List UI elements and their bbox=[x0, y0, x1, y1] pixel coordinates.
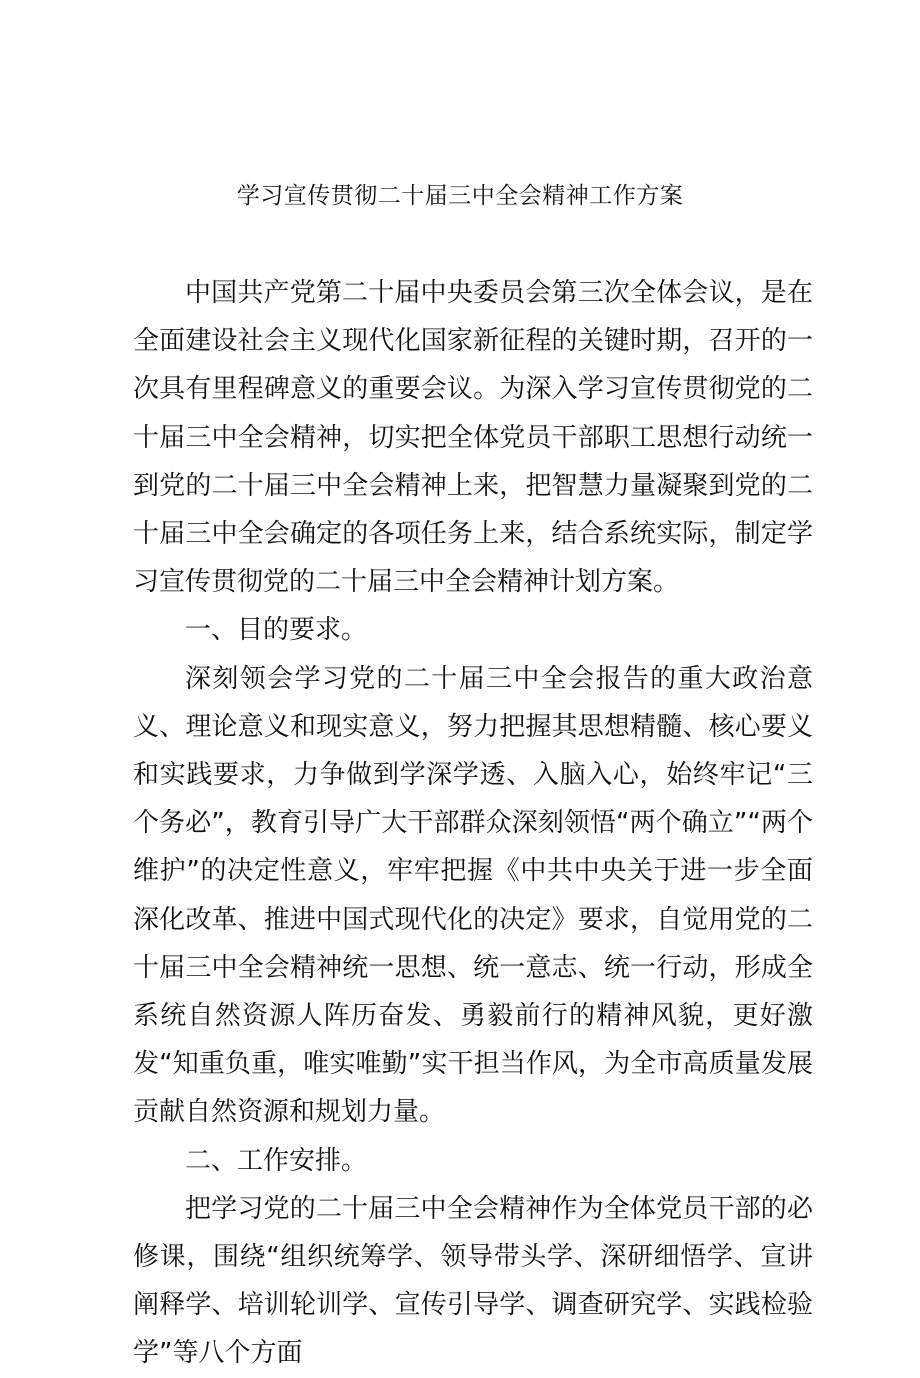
purpose-paragraph: 深刻领会学习党的二十届三中全会报告的重大政治意义、理论意义和现实意义，努力把握其思想精髓、核心要义和实践要求，力争做到学深学透、入脑入心，始终牢记“三个务必”，教育引导广大干部群众深刻领悟“两个确立”“两个维护”的决定性意义，牢牢把握《中共中央关于进一步全面深化改革、推进中国式现代化的决定》要求，自觉用党的二十届三中全会精神统一思想、统一意志、统一行动，形成全系统自然资源人阵历奋发、勇毅前行的精神风貌，更好激发“知重负重，唯实唯勤”实干担当作风，为全市高质量发展贡献自然资源和规划力量。 bbox=[133, 663, 813, 1128]
document-title: 学习宣传贯彻二十届三中全会精神工作方案 bbox=[236, 183, 684, 209]
section-heading-arrangement: 二、工作安排。 bbox=[185, 1145, 368, 1176]
arrangement-paragraph: 把学习党的二十届三中全会精神作为全体党员干部的必修课，围绕“组织统筹学、领导带头学、深研细悟学、宣讲阐释学、培训轮训学、宣传引导学、调查研究学、实践检验学”等八个方面 bbox=[133, 1193, 813, 1369]
document-body bbox=[133, 269, 813, 1378]
section-heading-purpose: 一、目的要求。 bbox=[185, 615, 368, 646]
intro-paragraph: 中国共产党第二十届中央委员会第三次全体会议，是在全面建设社会主义现代化国家新征程的关键时期，召开的一次具有里程碑意义的重要会议。为深入学习宣传贯彻党的二十届三中全会精神，切实把全体党员干部职工思想行动统一到党的二十届三中全会精神上来，把智慧力量凝聚到党的二十届三中全会确定的各项任务上来，结合系统实际，制定学习宣传贯彻党的二十届三中全会精神计划方案。 bbox=[133, 278, 813, 598]
